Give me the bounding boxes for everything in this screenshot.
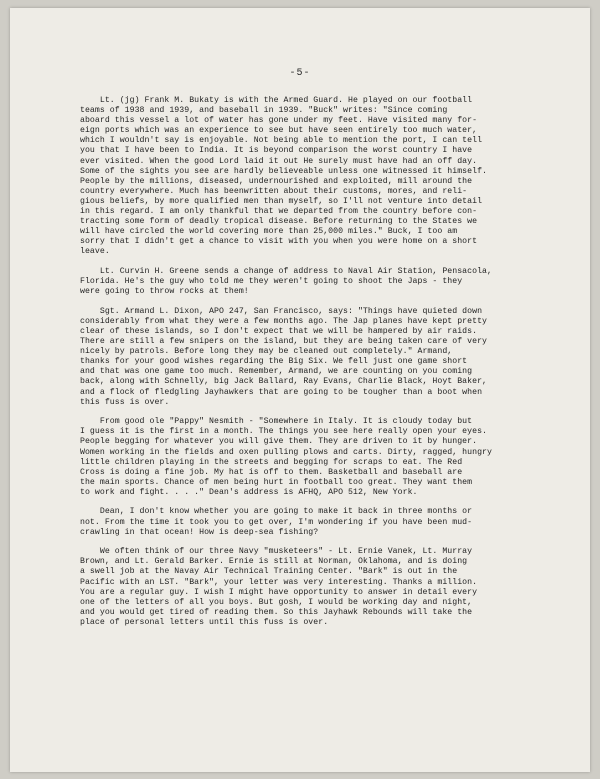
text-line: and that was one game too much. Remember, Armand, we are counting on you coming bbox=[80, 367, 473, 377]
text-line: Cross is doing a fine job. My hat is off to them. Basketball and baseball are bbox=[80, 467, 463, 477]
document-page bbox=[10, 8, 590, 772]
text-line: in this regard. I am only thankful that we departed from the country before con- bbox=[80, 207, 478, 217]
text-line: I guess it is the first in a month. The things you see here really open your eyes. bbox=[80, 427, 487, 437]
text-line: clear of these islands, so I don't expect that we will be hampered by air raids. bbox=[80, 326, 478, 336]
paragraph bbox=[80, 507, 550, 537]
text-line: ever visited. When the good Lord laid it out He surely must have had an off day. bbox=[80, 156, 478, 166]
text-line: nicely by patrols. Before long they may be cleaned out completely." Armand, bbox=[80, 347, 453, 357]
text-line: a swell job at the Navay Air Technical Training Center. "Bark" is out in the bbox=[80, 567, 458, 577]
text-line: this fuss is over. bbox=[80, 397, 170, 407]
text-line: Pacific with an LST. "Bark", your letter was very interesting. Thanks a million. bbox=[80, 577, 478, 587]
text-line: you that I have been to India. It is beyond comparison the worst country I have bbox=[80, 146, 473, 156]
text-line: considerably from what they were a few months ago. The Jap planes have kept pretty bbox=[80, 316, 487, 326]
text-line: Sgt. Armand L. Dixon, APO 247, San Francisco, says: "Things have quieted down bbox=[80, 306, 483, 316]
text-line: and a flock of fledgling Jayhawkers that are going to be tougher than a boot when bbox=[80, 387, 483, 397]
text-line: to work and fight. . . ." Dean's address is AFHQ, APO 512, New York. bbox=[80, 487, 418, 497]
text-line: You are a regular guy. I wish I might have opportunity to answer in detail every bbox=[80, 587, 478, 597]
text-line: aboard this vessel a lot of water has gone under my feet. Have visited many for- bbox=[80, 116, 478, 126]
text-line: Women working in the fields and oxen pulling plows and carts. Dirty, ragged, hungry bbox=[80, 447, 492, 457]
text-line: Brown, and Lt. Gerald Barker. Ernie is still at Norman, Oklahoma, and is doing bbox=[80, 557, 468, 567]
text-line: crawling in that ocean! How is deep-sea fishing? bbox=[80, 527, 319, 537]
paragraph bbox=[80, 547, 550, 628]
text-line: From good ole "Pappy" Nesmith - "Somewhere in Italy. It is cloudy today but bbox=[80, 417, 473, 427]
text-line: There are still a few snipers on the island, but they are being taken care of very bbox=[80, 337, 487, 347]
text-line: tracting some form of deadly tropical disease. Before returning to the States we bbox=[80, 217, 478, 227]
text-line: Lt. (jg) Frank M. Bukaty is with the Armed Guard. He played on our football bbox=[80, 96, 473, 105]
text-line: sorry that I didn't get a chance to visit with you when you were home on a short bbox=[80, 237, 478, 247]
text-line: little children playing in the streets and begging for scraps to eat. The Red bbox=[80, 457, 463, 467]
text-line: not. From the time it took you to get over, I'm wondering if you have been mud- bbox=[80, 517, 473, 527]
text-line: Some of the sights you see are hardly believeable unless one witnessed it himself. bbox=[80, 166, 487, 176]
text-line: We often think of our three Navy "musketeers" - Lt. Ernie Vanek, Lt. Murray bbox=[80, 547, 473, 557]
page-number: -5- bbox=[289, 68, 311, 79]
text-line: back, along with Schnelly, big Jack Ballard, Ray Evans, Charlie Black, Hoyt Baker, bbox=[80, 377, 487, 387]
text-line: eign ports which was an experience to see but have seen entirely too much water, bbox=[80, 126, 478, 136]
text-line: were going to throw rocks at them! bbox=[80, 287, 249, 297]
text-line: one of the letters of all you boys. But gosh, I would be working day and night, bbox=[80, 597, 473, 607]
paragraph bbox=[80, 307, 550, 408]
paragraph bbox=[80, 417, 550, 498]
text-line: and you would get tired of reading them. So this Jayhawk Rebounds will take the bbox=[80, 607, 473, 617]
text-line: the main sports. Chance of men being hurt in football too great. They want them bbox=[80, 477, 473, 487]
text-line: country everywhere. Much has beenwritten about their customs, mores, and reli- bbox=[80, 186, 468, 196]
text-line: which I wouldn't say is enjoyable. Not being able to mention the port, I can tell bbox=[80, 136, 483, 146]
text-line: People begging for whatever you will give them. They are driven to it by hunger. bbox=[80, 437, 478, 447]
letter-body bbox=[80, 96, 550, 638]
text-line: Florida. He's the guy who told me they weren't going to shoot the Japs - they bbox=[80, 277, 463, 287]
text-line: Lt. Curvin H. Greene sends a change of address to Naval Air Station, Pensacola, bbox=[80, 267, 492, 276]
text-line: place of personal letters until this fuss is over. bbox=[80, 617, 329, 627]
text-line: thanks for your good wishes regarding the Big Six. We fell just one game short bbox=[80, 357, 468, 367]
paragraph bbox=[80, 96, 550, 258]
text-line: teams of 1938 and 1939, and baseball in 1939. "Buck" writes: "Since coming bbox=[80, 106, 448, 116]
text-line: Dean, I don't know whether you are going to make it back in three months or bbox=[80, 507, 473, 517]
paragraph bbox=[80, 267, 550, 297]
text-line: leave. bbox=[80, 247, 110, 257]
text-line: gious beliefs, by more qualified men than myself, so I'll not venture into detail bbox=[80, 196, 483, 206]
text-line: will have circled the world covering more than 25,000 miles." Buck, I too am bbox=[80, 227, 458, 237]
text-line: People by the millions, diseased, undernourished and exploited, mill around the bbox=[80, 176, 473, 186]
